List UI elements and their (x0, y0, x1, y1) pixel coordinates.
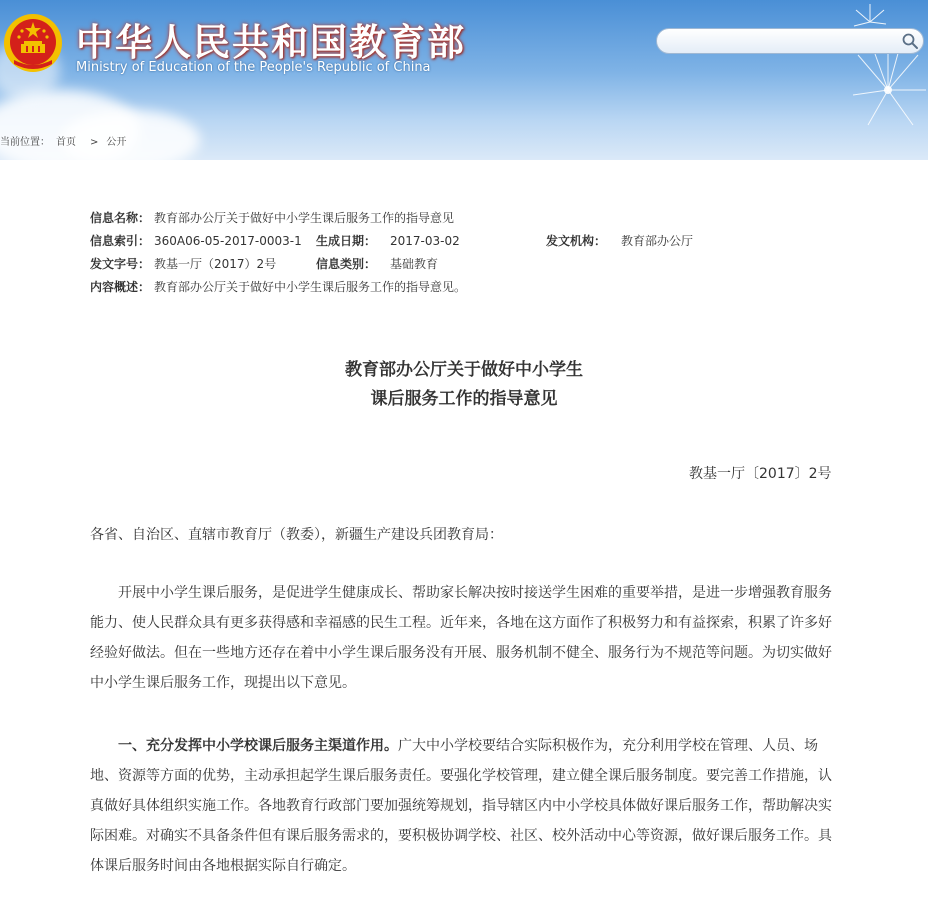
info-metadata (90, 207, 694, 299)
meta-value-type: 基础教育 (390, 257, 439, 271)
document-title (0, 356, 928, 414)
breadcrumb-home-link[interactable]: 首页 (56, 137, 76, 148)
document-title-line2: 课后服务工作的指导意见 (370, 389, 558, 409)
breadcrumb-current-link[interactable]: 公开 (106, 137, 127, 148)
section-1-heading: 一、充分发挥中小学校课后服务主渠道作用。 (118, 738, 398, 754)
meta-value-org: 教育部办公厅 (621, 234, 694, 248)
document-number: 教基一厅〔2017〕2号 (689, 466, 832, 482)
meta-key-name: 信息名称： (90, 211, 151, 225)
site-title: 中华人民共和国教育部 (76, 21, 466, 64)
meta-value-date: 2017-03-02 (390, 234, 460, 248)
meta-value-name: 教育部办公厅关于做好中小学生课后服务工作的指导意见 (154, 211, 455, 225)
document-title-line1: 教育部办公厅关于做好中小学生 (345, 360, 583, 380)
search-input[interactable] (669, 32, 893, 52)
section-1-body: 广大中小学校要结合实际积极作为，充分利用学校在管理、人员、场地、资源等方面的优势，主动承担起学生课后服务责任。要强化学校管理，建立健全课后服务制度。要完善工作措施，认真做好具体组织实施工作。各地教育行政部门要加强统筹规划，指导辖区内中小学校具体做好课后服务工作，帮助解决实际困难。对确实不具备条件但有课后服务需求的，要积极协调学校、社区、校外活动中心等资源，做好课后服务工作。具体课后服务时间由各地根据实际自行确定。 (90, 738, 832, 874)
meta-key-date: 生成日期： (316, 234, 377, 248)
site-subtitle: Ministry of Education of the People's Republic of China (76, 60, 431, 75)
national-emblem-icon (2, 12, 64, 74)
breadcrumb-label: 当前位置： (0, 137, 50, 148)
meta-value-index: 360A06-05-2017-0003-1 (154, 234, 302, 248)
meta-row-index (90, 230, 694, 253)
breadcrumb-separator: > (90, 137, 99, 148)
meta-value-docno: 教基一厅（2017）2号 (154, 257, 277, 271)
meta-row-summary (90, 276, 466, 299)
meta-key-org: 发文机构： (546, 234, 607, 248)
salutation: 各省、自治区、直辖市教育厅（教委），新疆生产建设兵团教育局： (90, 527, 503, 543)
site-header (0, 0, 928, 160)
paragraph-section-1 (90, 731, 840, 881)
breadcrumb (0, 133, 132, 148)
search-box[interactable] (656, 28, 924, 54)
meta-row-docno (90, 253, 466, 276)
paragraph-intro: 开展中小学生课后服务，是促进学生健康成长、帮助家长解决按时接送学生困难的重要举措，是进一步增强教育服务能力、使人民群众具有更多获得感和幸福感的民生工程。近年来，各地在这方面作了积极努力和有益探索，积累了许多好经验好做法。但在一些地方还存在着中小学生课后服务没有开展、服务机制不健全、服务行为不规范等问题。为切实做好中小学生课后服务工作，现提出以下意见。 (90, 585, 832, 691)
meta-key-type: 信息类别： (316, 257, 377, 271)
meta-row-name (90, 207, 466, 230)
meta-value-summary: 教育部办公厅关于做好中小学生课后服务工作的指导意见。 (154, 280, 467, 294)
meta-key-docno: 发文字号： (90, 257, 151, 271)
search-icon[interactable] (901, 32, 919, 50)
meta-key-summary: 内容概述： (90, 280, 151, 294)
meta-key-index: 信息索引： (90, 234, 151, 248)
